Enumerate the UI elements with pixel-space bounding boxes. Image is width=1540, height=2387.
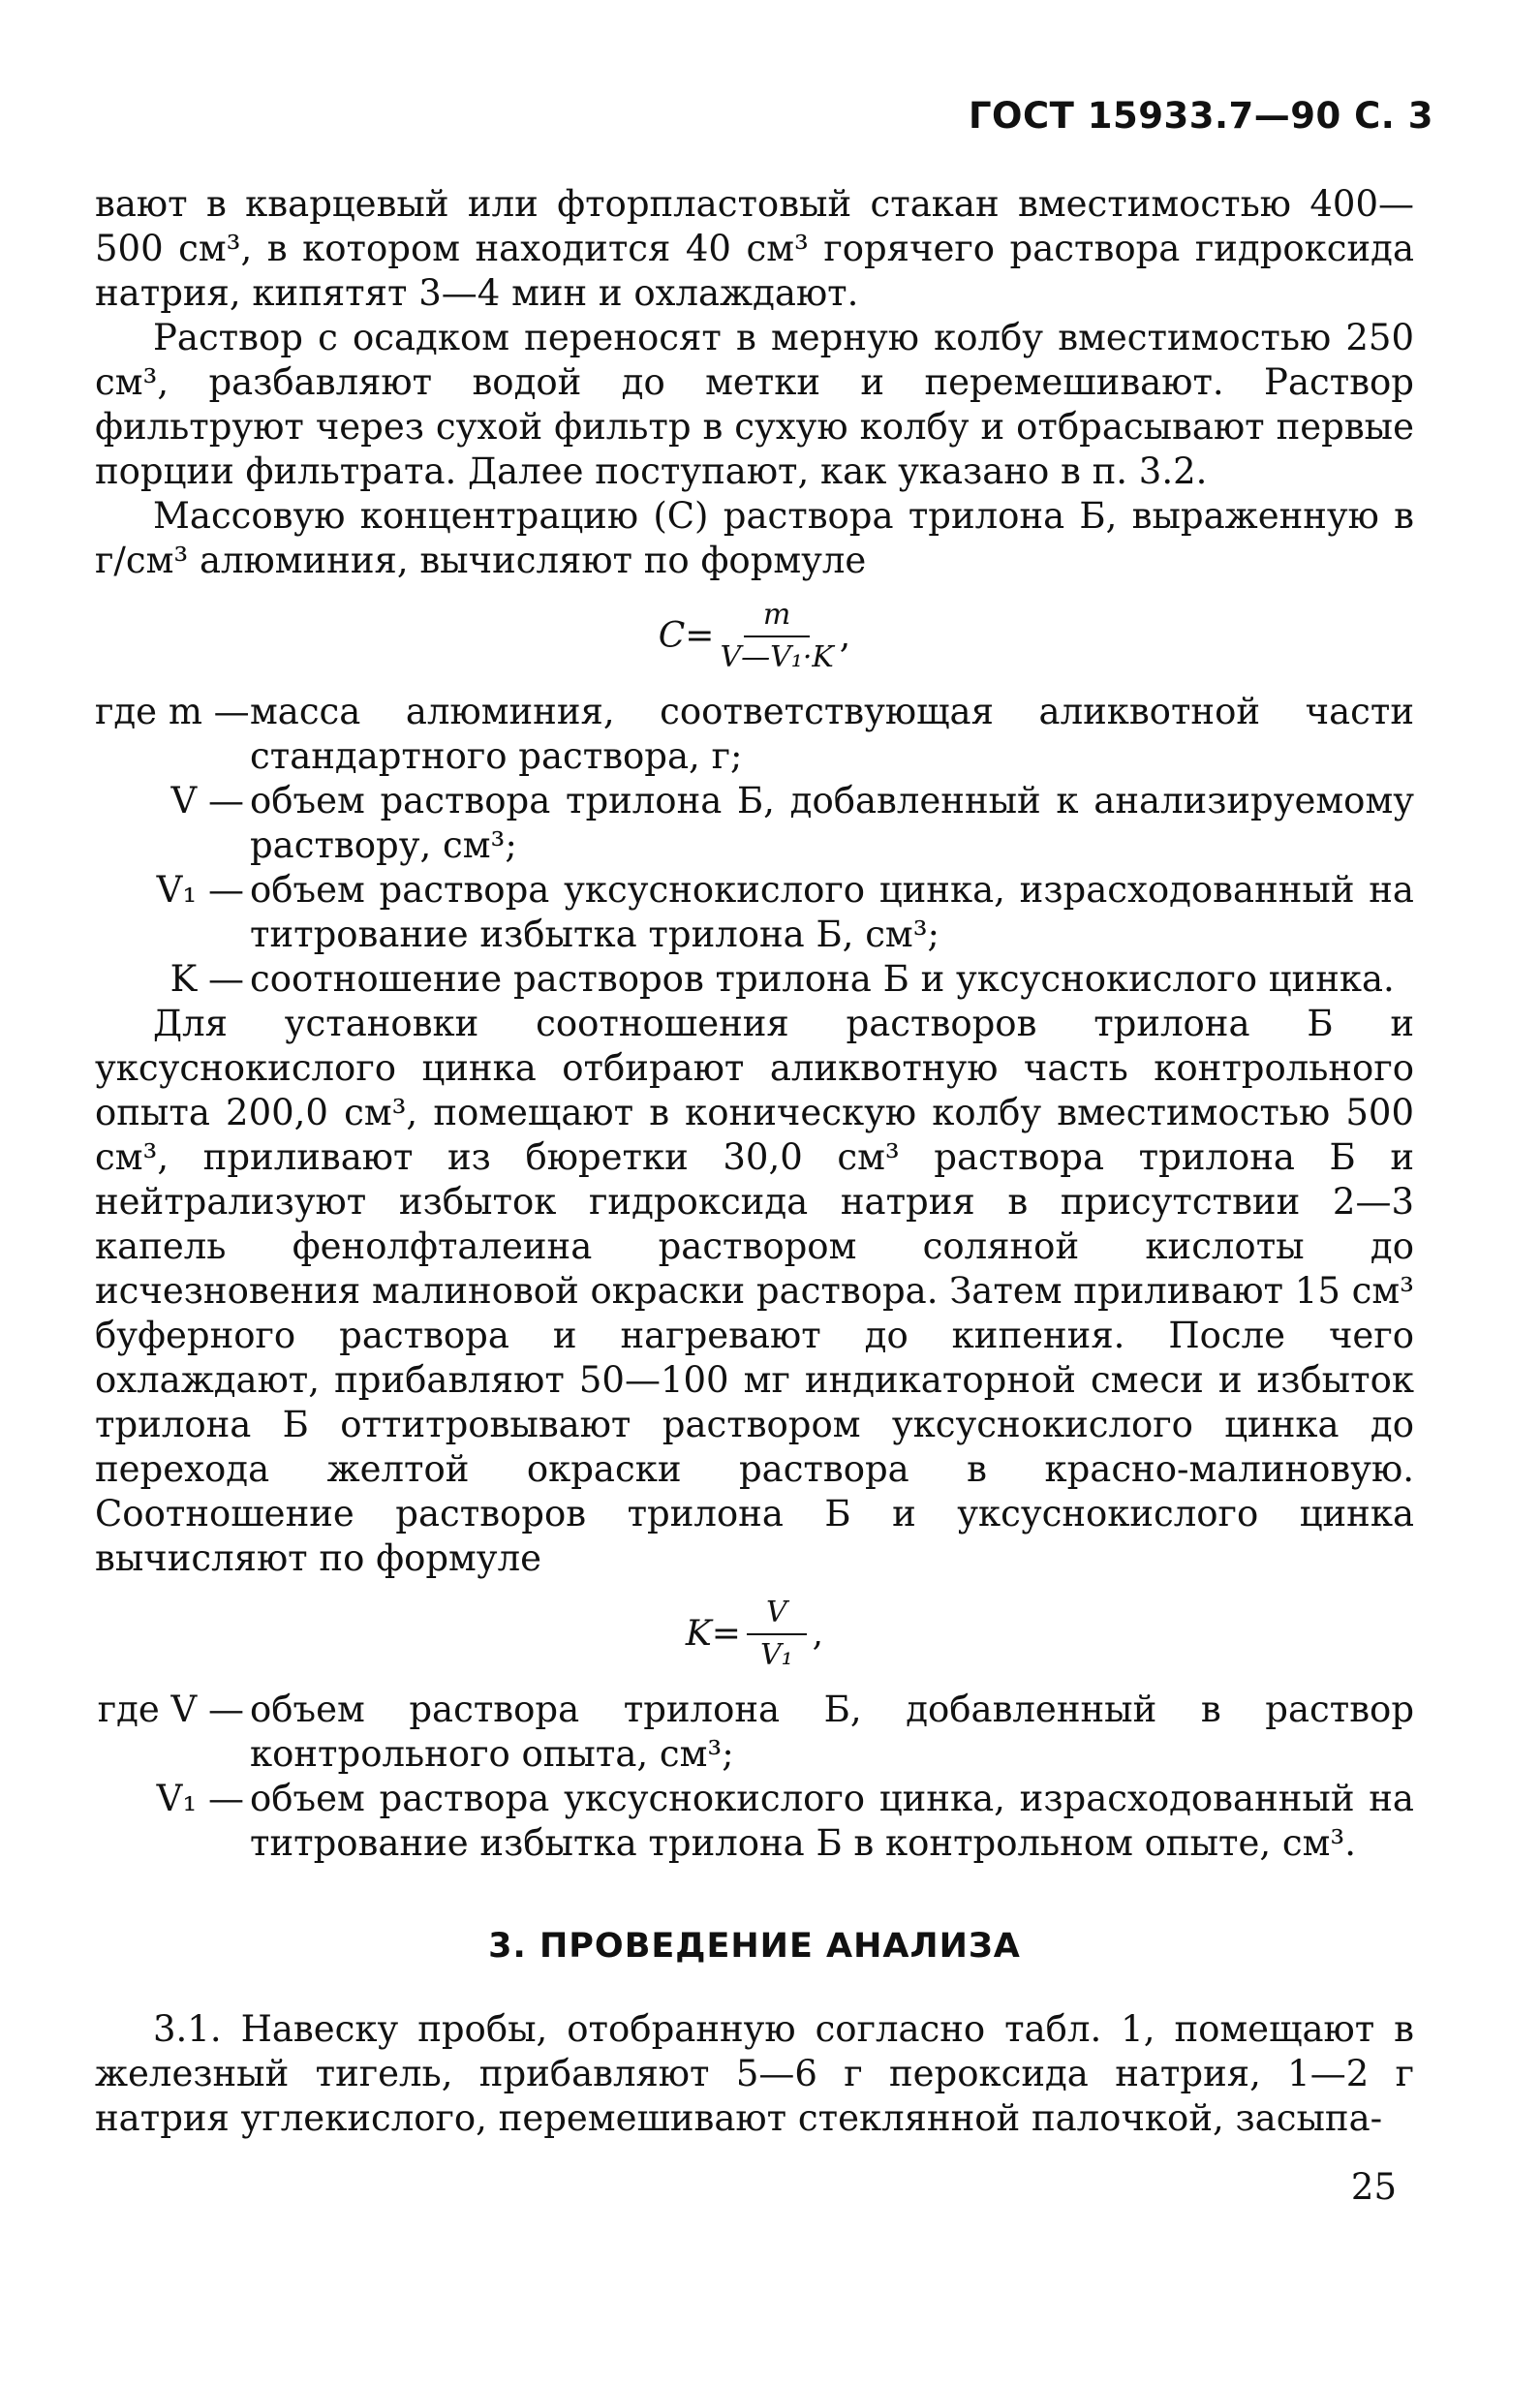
def-text: соотношение растворов трилона Б и уксуснокислого цинка. [250,958,1395,1000]
page-number: 25 [1350,2166,1397,2208]
formula-1-tail: , [839,616,851,656]
page-header: ГОСТ 15933.7—90 С. 3 [968,95,1433,137]
def-symbol: V₁ — [156,869,244,911]
paragraph-1: вают в кварцевый или фторпластовый стакан вместимостью 400—500 см³, в котором находится 40 см³ горячего раствора гидроксида натрия, кипятят 3—4 мин и охлаждают. [95,183,1414,314]
document-body [95,182,1414,2141]
def-symbol: где m — [95,691,250,732]
formula-2-lhs: K= [685,1614,741,1654]
paragraph-4: Для установки соотношения растворов трилона Б и уксуснокислого цинка отбирают аликвотную часть контрольного опыта 200,0 см³, помещают в коническую колбу вместимостью 500 см³, приливают из бюретки 30,0 см³ раствора трилона Б и нейтрализуют избыток гидроксида натрия в присутствии 2—3 капель фенолфталеина раствором соляной кислоты до исчезновения малиновой окраски раствора. Затем приливают 15 см³ буферного раствора и нагревают до кипения. После чего охлаждают, прибавляют 50—100 мг индикаторной смеси и избыток трилона Б оттитровывают раствором уксуснокислого цинка до перехода желтой окраски раствора в красно-малиновую. Соотношение растворов трилона Б и уксуснокислого цинка вычисляют по формуле [95,1003,1414,1579]
def-symbol: V₁ — [156,1778,244,1819]
formula-2-denominator: V₁ [759,1638,793,1672]
paragraph-2: Раствор с осадком переносят в мерную колбу вместимостью 250 см³, разбавляют водой до метки и перемешивают. Раствор фильтруют через сухой фильтр в сухую колбу и отбрасывают первые порции фильтрата. Далее поступают, как указано в п. 3.2. [95,317,1414,492]
definitions-2 [95,1688,1414,1866]
def-text: объем раствора уксуснокислого цинка, израсходованный на титрование избытка трилона Б в контрольном опыте, см³. [250,1778,1414,1864]
formula-concentration [95,583,1414,690]
paragraph-5: 3.1. Навеску пробы, отобранную согласно табл. 1, помещают в железный тигель, прибавляют 5—6 г пероксида натрия, 1—2 г натрия углекислого, перемешивают стеклянной палочкой, засыпа- [95,2008,1414,2139]
section-title: 3. ПРОВЕДЕНИЕ АНАЛИЗА [488,1927,1021,1966]
formula-ratio [95,1581,1414,1688]
paragraph-3: Массовую концентрацию (C) раствора трилона Б, выраженную в г/см³ алюминия, вычисляют по формуле [95,495,1414,581]
formula-2-numerator: V [747,1596,807,1635]
def-text: объем раствора уксуснокислого цинка, израсходованный на титрование избытка трилона Б, см³; [250,869,1414,955]
def-symbol: K — [169,958,244,1000]
def-text: масса алюминия, соответствующая аликвотной части стандартного раствора, г; [250,691,1414,777]
formula-2-fraction [747,1596,807,1672]
def-text: объем раствора трилона Б, добавленный в раствор контрольного опыта, см³; [250,1689,1414,1775]
formula-1-fraction [720,599,833,674]
formula-1-numerator: m [744,599,810,637]
def-symbol: где V — [97,1689,244,1730]
formula-1-denominator: V—V₁·K [720,640,834,674]
formula-1-lhs: C= [658,616,715,656]
formula-2-tail: , [812,1614,824,1654]
def-text: объем раствора трилона Б, добавленный к анализируемому раствору, см³; [250,780,1414,866]
def-symbol: V — [170,780,244,822]
definitions-1 [95,690,1414,1002]
